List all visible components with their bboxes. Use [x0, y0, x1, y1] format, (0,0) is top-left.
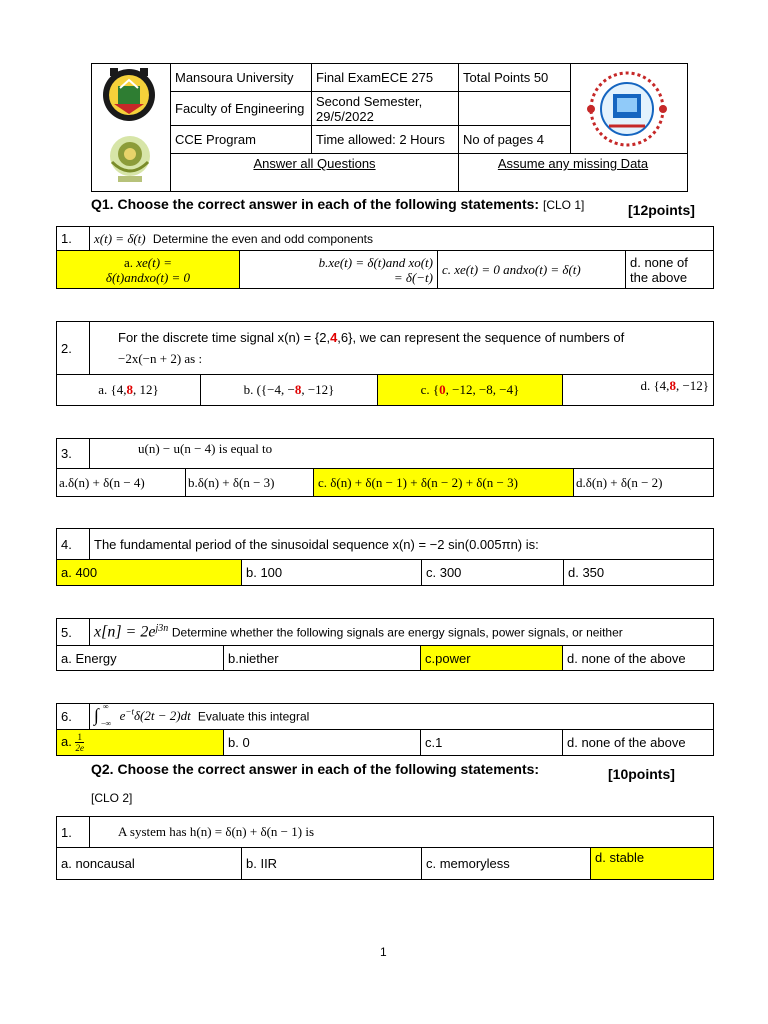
answer-a-part-1: a. {4, — [98, 382, 127, 397]
answer-d: d. none of the above — [563, 646, 714, 671]
fraction-denominator: 2e — [75, 743, 84, 753]
q1-clo: [CLO 1] — [542, 198, 585, 212]
exam-name: Final ExamECE 275 — [312, 64, 459, 92]
q2-points: [10points] — [608, 766, 675, 782]
answer-c: c. δ(n) + δ(n − 1) + δ(n − 2) + δ(n − 3) — [314, 469, 574, 497]
stem-text: Evaluate this integral — [197, 708, 310, 723]
q2-title: Q2. Choose the correct answer in each of the following statements: — [91, 761, 540, 777]
question-stem — [90, 619, 714, 646]
question-number: 2. — [57, 322, 90, 375]
answer-b: b. 100 — [242, 560, 422, 586]
total-points: Total Points 50 — [459, 64, 571, 92]
answer-b — [201, 375, 378, 406]
cce-program-logo — [579, 68, 675, 150]
question-number: 1. — [57, 227, 90, 251]
assume-cell — [459, 154, 688, 192]
answer-d — [563, 375, 714, 406]
answer-d: d. 350 — [564, 560, 714, 586]
q1-item-4 — [56, 528, 714, 586]
answer-a — [57, 730, 224, 756]
answer-b-part-2: , −12} — [301, 382, 335, 397]
integrand: $e^{-t}\delta(2t - 2)dt$ — [119, 706, 191, 723]
integral-sign: ∫ — [94, 704, 99, 725]
answer-c — [378, 375, 563, 406]
question-number: 3. — [57, 439, 90, 469]
answer-c: c.1 — [421, 730, 563, 756]
answer-b-part-1: b. ({−4, − — [243, 382, 295, 397]
answer-a — [57, 251, 240, 289]
answer-b — [240, 251, 438, 289]
university-name: Mansoura University — [171, 64, 312, 92]
assume-missing-data-instruction: Assume any missing Data — [497, 156, 649, 171]
fraction — [75, 732, 84, 753]
answer-b-line2: = δ(−t) — [393, 269, 433, 285]
q1-item-5 — [56, 618, 714, 671]
answer-all-instruction: Answer all Questions — [253, 156, 376, 171]
stem-superscript: j3n — [155, 622, 169, 634]
question-stem: A system has h(n) = δ(n) + δ(n − 1) is — [90, 817, 714, 848]
answer-a-part-2: , 12} — [133, 382, 159, 397]
answer-c: c. memoryless — [422, 848, 591, 880]
question-stem — [90, 704, 714, 730]
answer-d-red: 8 — [669, 378, 676, 393]
integral-sign-group — [94, 703, 116, 728]
answer-a: a.δ(n) + δ(n − 4) — [57, 469, 186, 497]
q1-item-3 — [56, 438, 714, 497]
program-logo-cell — [571, 64, 688, 154]
question-stem: u(n) − u(n − 4) is equal to — [90, 439, 714, 469]
answer-b-line1: b.xe(t) = δ(t)and xo(t) — [318, 254, 433, 270]
page-number: 1 — [380, 945, 387, 959]
answer-c: c. xe(t) = 0 andxo(t) = δ(t) — [438, 251, 626, 289]
answer-c-part-1: c. { — [420, 382, 440, 397]
number-of-pages: No of pages 4 — [459, 126, 571, 154]
answer-b-red: 8 — [294, 382, 302, 397]
faculty-name: Faculty of Engineering — [171, 92, 312, 126]
answer-a-line2: δ(t)andxo(t) = 0 — [105, 269, 191, 285]
answer-all-cell — [171, 154, 459, 192]
question-number: 5. — [57, 619, 90, 646]
question-number: 6. — [57, 704, 90, 730]
q1-points: [12points] — [628, 202, 695, 218]
integral-lower-limit: −∞ — [101, 718, 112, 728]
stem-part-2: ,6}, we can represent the sequence of numbers of — [337, 330, 625, 345]
q1-item-1 — [56, 226, 714, 289]
answer-a-red: 8 — [126, 382, 133, 397]
q2-item-1 — [56, 816, 714, 880]
faculty-of-engineering-logo — [106, 132, 154, 186]
fraction-numerator: 1 — [77, 732, 82, 742]
stem-math: x(t) = δ(t) — [94, 230, 146, 246]
answer-c: c.power — [421, 646, 563, 671]
question-number: 1. — [57, 817, 90, 848]
question-stem — [90, 227, 714, 251]
question-number: 4. — [57, 529, 90, 560]
answer-a-label: a. — [123, 254, 133, 270]
empty-cell — [459, 92, 571, 126]
question-stem: The fundamental period of the sinusoidal sequence x(n) = −2 sin(0.005πn) is: — [90, 529, 714, 560]
q1-item-6 — [56, 703, 714, 756]
answer-b: b.niether — [224, 646, 421, 671]
semester-date: Second Semester, 29/5/2022 — [312, 92, 459, 126]
mansoura-university-logo — [100, 66, 158, 124]
answer-c-part-2: , −12, −8, −4} — [445, 382, 520, 397]
answer-a-line1: xe(t) = — [136, 254, 173, 270]
answer-a: a. Energy — [57, 646, 224, 671]
stem-line-2: −2x(−n + 2) as : — [118, 351, 203, 366]
q1-title: Q1. Choose the correct answer in each of the following statements: — [91, 196, 540, 212]
answer-d: d.δ(n) + δ(n − 2) — [574, 469, 714, 497]
answer-c: c. 300 — [422, 560, 564, 586]
answer-a: a. 400 — [57, 560, 242, 586]
answer-d-part-2: , −12} — [675, 378, 710, 393]
answer-b: b.δ(n) + δ(n − 3) — [186, 469, 314, 497]
exam-header-table — [91, 63, 688, 192]
stem-text: Determine whether the following signals are energy signals, power signals, or neither — [171, 625, 623, 640]
answer-b: b. 0 — [224, 730, 421, 756]
stem-text: Determine the even and odd components — [152, 231, 374, 246]
answer-b: b. IIR — [242, 848, 422, 880]
integral-upper-limit: ∞ — [103, 703, 109, 711]
q1-item-2 — [56, 321, 714, 406]
answer-a — [57, 375, 201, 406]
q1-heading — [91, 196, 584, 212]
answer-a: a. noncausal — [57, 848, 242, 880]
answer-d-part-1: d. {4, — [640, 378, 670, 393]
program-name: CCE Program — [171, 126, 312, 154]
university-logos-cell — [92, 64, 171, 192]
stem-math: x[n] = 2e — [94, 623, 156, 641]
answer-a-label: a. — [61, 733, 72, 749]
stem-red: 4 — [330, 330, 338, 345]
answer-d: d. stable — [591, 848, 714, 880]
time-allowed: Time allowed: 2 Hours — [312, 126, 459, 154]
question-stem — [90, 322, 714, 375]
answer-d: d. none of the above — [626, 251, 714, 289]
answer-d: d. none of the above — [563, 730, 714, 756]
q2-clo: [CLO 2] — [91, 791, 133, 805]
answer-c-red: 0 — [439, 382, 446, 397]
stem-part-1: For the discrete time signal x(n) = {2, — [118, 330, 331, 345]
